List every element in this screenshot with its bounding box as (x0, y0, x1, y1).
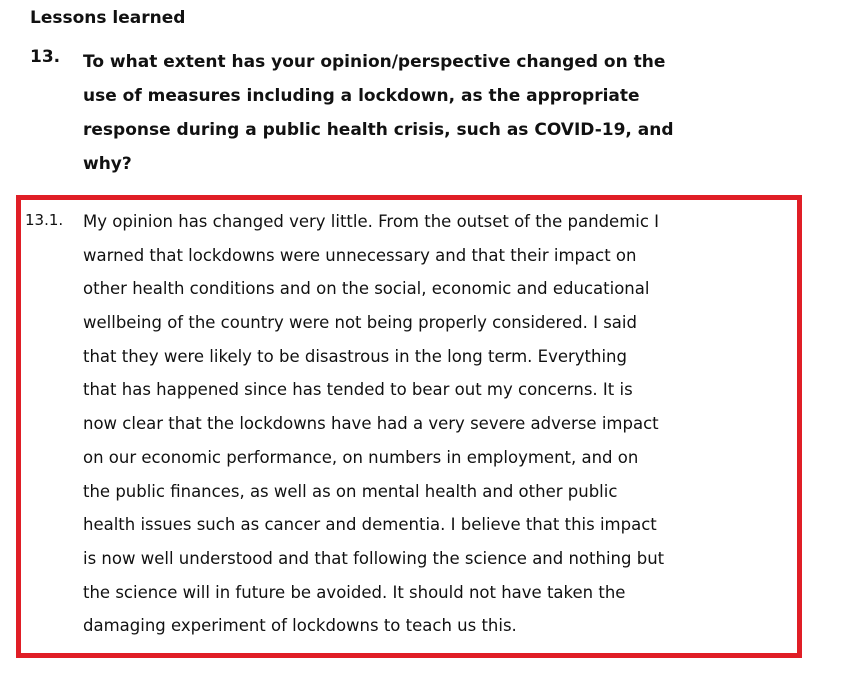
question-text (83, 45, 783, 181)
answer-line: the science will in future be avoided. It should not have taken the (83, 582, 626, 602)
answer-line: damaging experiment of lockdowns to teach us this. (83, 616, 517, 636)
answer-line: is now well understood and that following the science and nothing but (83, 548, 665, 568)
question-line: response during a public health crisis, such as COVID-19, and (83, 120, 674, 140)
answer-line: that has happened since has tended to bear out my concerns. It is (83, 380, 633, 400)
answer-text (83, 205, 783, 643)
answer-line: that they were likely to be disastrous in the long term. Everything (83, 346, 627, 366)
section-heading: Lessons learned (30, 8, 186, 28)
answer-number: 13.1. (25, 211, 64, 229)
question-line: To what extent has your opinion/perspective changed on the (83, 52, 666, 72)
answer-line: other health conditions and on the social, economic and educational (83, 279, 650, 299)
question-number: 13. (30, 47, 61, 67)
question-line: why? (83, 154, 132, 174)
answer-line: wellbeing of the country were not being properly considered. I said (83, 313, 637, 333)
answer-line: on our economic performance, on numbers in employment, and on (83, 447, 639, 467)
answer-line: My opinion has changed very little. From the outset of the pandemic I (83, 212, 660, 231)
answer-line: now clear that the lockdowns have had a very severe adverse impact (83, 414, 659, 434)
answer-line: health issues such as cancer and dementia. I believe that this impact (83, 515, 657, 535)
answer-line: warned that lockdowns were unnecessary and that their impact on (83, 245, 637, 265)
question-line: use of measures including a lockdown, as the appropriate (83, 86, 640, 106)
answer-line: the public finances, as well as on mental health and other public (83, 481, 618, 501)
